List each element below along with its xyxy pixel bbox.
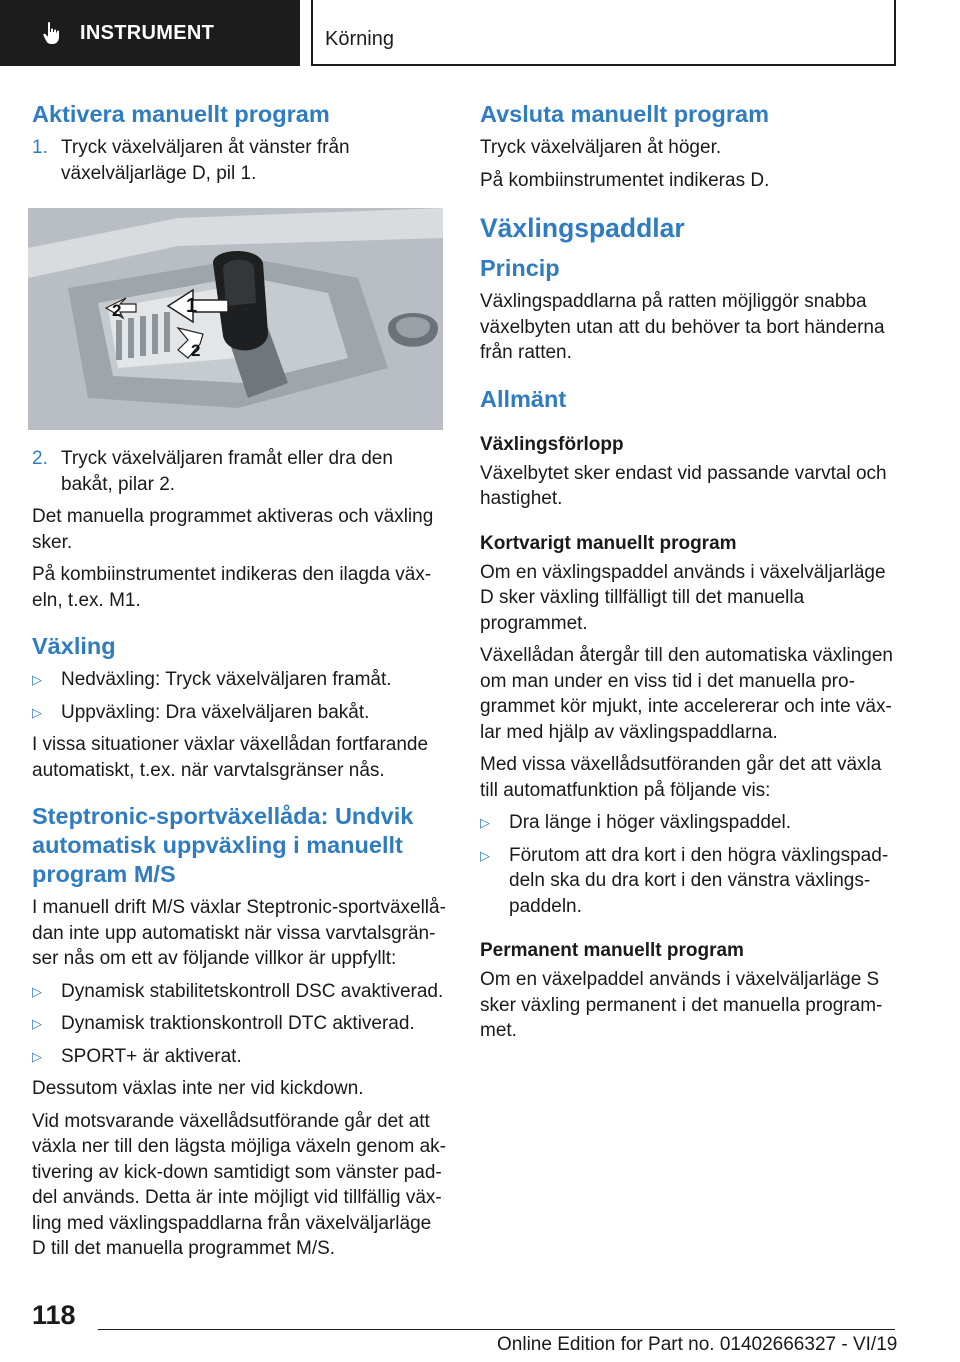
list-item-text: Dynamisk stabilitetskontroll DSC avaktiverad. — [61, 980, 444, 1002]
list-item-text: Dynamisk traktionskontroll DTC aktiverad. — [61, 1013, 415, 1034]
triangle-bullet-icon: ▷ — [32, 983, 42, 999]
paragraph-manual-drive: I manuell drift M/S växlar Steptronic-sportväxellådan inte upp automatiskt när vissa varvtalsgränser nås om ett av följande villkor är uppfyllt: — [32, 897, 446, 969]
heading-short-manual: Kortvarigt manuellt program — [480, 532, 737, 554]
paragraph-short-2: Växellådan återgår till den automatiska växlingen om man under en viss tid i det manuella programmet kör mjukt, inte accelererar och inte växlar med hjälp av växlingspaddlarna. — [480, 645, 893, 743]
page-footer — [0, 1290, 960, 1362]
chapter-tab — [311, 0, 896, 66]
paragraph-activated: Det manuella programmet aktiveras och växling sker. — [32, 506, 434, 553]
list-item — [480, 843, 895, 920]
triangle-bullet-icon: ▷ — [32, 1016, 42, 1031]
pointing-hand-icon — [38, 19, 66, 47]
paragraph-exit-2: På kombiinstrumentet indikeras D. — [480, 169, 770, 191]
paragraph-permanent: Om en växelpaddel används i växelväljarläge S sker växling permanent i det manuella programmet. — [480, 969, 883, 1041]
step-text: Tryck växelväljaren åt vänster från växelväljarläge D, pil 1. — [61, 137, 350, 184]
photo-label-2-bottom: 2 — [191, 341, 201, 360]
heading-principle: Princip — [480, 255, 560, 281]
list-item — [32, 1044, 447, 1070]
step-number: 1. — [32, 137, 48, 158]
heading-activate-manual: Aktivera manuellt program — [32, 101, 330, 127]
triangle-bullet-icon: ▷ — [480, 815, 490, 830]
list-item — [32, 667, 447, 693]
list-item-text: Uppväxling: Dra växelväljaren bakåt. — [61, 701, 370, 723]
heading-vaxling: Växling — [32, 633, 116, 659]
heading-permanent-manual: Permanent manuellt program — [480, 940, 744, 961]
list-item-text: Förutom att dra kort i den högra växlingspaddeln ska du dra kort i den vänstra växlingspaddeln. — [509, 844, 889, 917]
triangle-bullet-icon: ▷ — [32, 672, 42, 687]
step-1 — [32, 135, 447, 186]
heading-general: Allmänt — [480, 385, 567, 412]
photo-label-1: 1 — [186, 295, 198, 317]
heading-exit-manual: Avsluta manuellt program — [480, 101, 770, 127]
paragraph-indicated: På kombiinstrumentet indikeras den ilagda växeln, t.ex. M1. — [32, 564, 432, 611]
paragraph-some-situations: I vissa situationer växlar växellådan fortfarande automatiskt, t.ex. när varvtalsgränser nås. — [32, 734, 429, 781]
triangle-bullet-icon: ▷ — [32, 704, 42, 720]
list-item — [32, 979, 447, 1005]
heading-paddles: Växlingspaddlar — [480, 213, 685, 243]
paragraph-short-3: Med vissa växellådsutföranden går det att växla till automatfunktion på följande vis: — [480, 754, 882, 801]
list-item-text: SPORT+ är aktiverat. — [61, 1045, 242, 1067]
list-item-text: Dra länge i höger växlingspaddel. — [509, 812, 792, 833]
paragraph-principle: Växlingspaddlarna på ratten möjliggör snabba växelbyten utan att du behöver ta bort händerna från ratten. — [480, 291, 885, 363]
gear-selector-photo — [28, 208, 443, 430]
heading-steptronic: Steptronic-sportväxellåda: Undvik automatisk uppväxling i manuellt program M/S — [32, 803, 414, 887]
section-tab — [0, 0, 300, 66]
heading-shift-procedure: Växlingsförlopp — [480, 433, 624, 455]
paragraph-kickdown: Dessutom växlas inte ner vid kickdown. — [32, 1078, 364, 1099]
paragraph-short-1: Om en växlingspaddel används i växelväljarläge D sker växling tillfälligt till det manuella programmet. — [480, 561, 886, 634]
paragraph-exit-1: Tryck växelväljaren åt höger. — [480, 137, 722, 158]
left-column — [32, 100, 447, 1269]
triangle-bullet-icon: ▷ — [480, 847, 490, 863]
footer-divider — [98, 1329, 895, 1330]
right-column — [480, 100, 895, 1051]
step-2 — [32, 446, 447, 497]
photo-label-2-top: 2 — [112, 301, 122, 320]
chapter-title: Körning — [325, 28, 394, 50]
triangle-bullet-icon: ▷ — [32, 1048, 42, 1064]
section-title: INSTRUMENT — [80, 21, 215, 44]
edition-text: Online Edition for Part no. 01402666327 - VI/19 — [497, 1334, 898, 1355]
page-number: 118 — [32, 1300, 76, 1330]
step-text: Tryck växelväljaren framåt eller dra den bakåt, pilar 2. — [61, 448, 393, 495]
paragraph-versions: Vid motsvarande växellådsutförande går det att växla ner till den lägsta möjliga växeln genom aktivering av kick-down samtidigt som vänster paddel används. Detta är inte möjligt vid tillfällig växling med växlingspaddlarna från växelväljarläge D till det manuella programmet M/S. — [32, 1110, 446, 1259]
list-item — [32, 700, 447, 726]
list-item-text: Nedväxling: Tryck växelväljaren framåt. — [61, 669, 392, 690]
step-number: 2. — [32, 448, 48, 469]
page-header — [0, 0, 960, 66]
list-item — [32, 1011, 447, 1037]
gear-selector-illustration — [28, 208, 443, 430]
list-item — [480, 810, 895, 836]
paragraph-shift-procedure: Växelbytet sker endast vid passande varvtal och hastighet. — [480, 462, 887, 509]
